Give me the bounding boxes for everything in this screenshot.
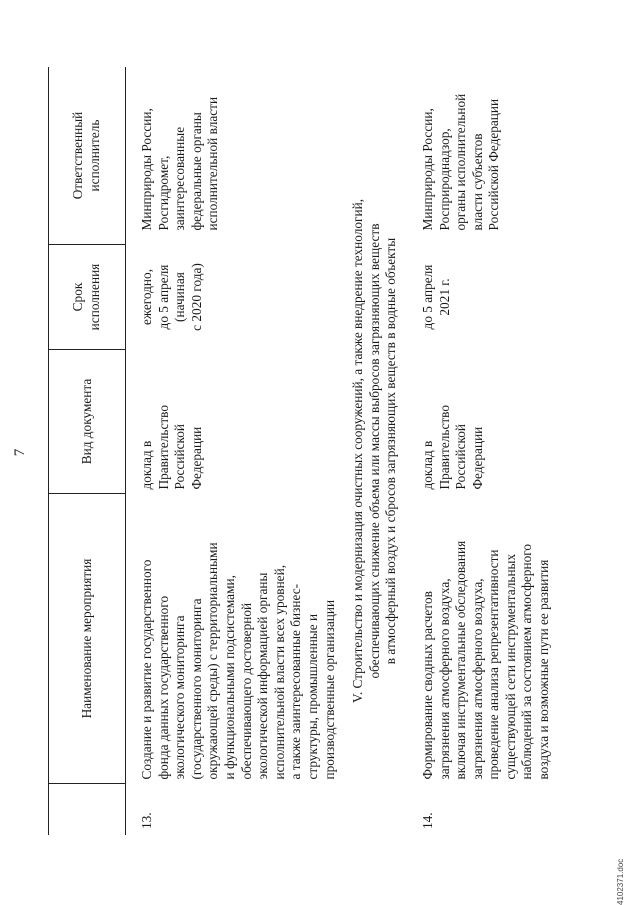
header-deadline: Срок исполнения: [49, 245, 126, 350]
header-number: [49, 784, 126, 836]
table-row: [416, 67, 553, 835]
measure-name: Создание и развитие государственного фонда данных государственного экологического мониторинга (государственного мониторинга окружающей среды) с территориальными и функциональными подсистемами, обеспечивающего достоверной экологической информацией органы исполнительной власти всех уровней, а также заинтересованные бизнес- структуры, промышленные и производственные организации: [139, 542, 337, 780]
section-heading: V. Строительство и модернизация очистных сооружений, а также внедрение технологий, обеспечивающих снижение объема или массы выбросов загрязняющих веществ в атмосферный воздух и сбросов загрязняющих веществ в водные объекты: [350, 198, 399, 704]
page-number: 7: [12, 448, 28, 457]
deadline: ежегодно, до 5 апреля (начиная с 2020 года): [139, 263, 204, 331]
section-row: [338, 67, 416, 835]
deadline: до 5 апреля 2021 г.: [419, 264, 452, 330]
table-header: [49, 67, 126, 835]
responsible: Минприроды России, Росгидромет, заинтересованные федеральные органы исполнительной власти: [139, 96, 221, 231]
row-number: 14.: [419, 812, 435, 829]
measures-table: [48, 67, 553, 835]
header-measure-name: Наименование мероприятия: [49, 494, 126, 784]
table-row: [126, 67, 339, 835]
document-type: доклад в Правительство Российской Федерации: [419, 404, 485, 490]
row-number: 13.: [139, 812, 154, 829]
document-type: доклад в Правительство Российской Федерации: [139, 404, 204, 490]
responsible: Минприроды России, Росприроднадзор, органы исполнительной власти субъектов Российской Федерации: [419, 93, 502, 231]
document-code: 4102371.doc: [616, 858, 625, 905]
header-document-type: Вид документа: [49, 350, 126, 494]
header-responsible: Ответственный исполнитель: [49, 67, 126, 245]
measure-name: Формирование сводных расчетов загрязнения атмосферного воздуха, включая инструментальные обследования загрязнения атмосферного воздуха, проведение анализа репрезентативности существующей сети инструментальных наблюдений за состоянием атмосферного воздуха и возможные пути ее развития: [419, 540, 552, 780]
header-row: [49, 67, 126, 835]
